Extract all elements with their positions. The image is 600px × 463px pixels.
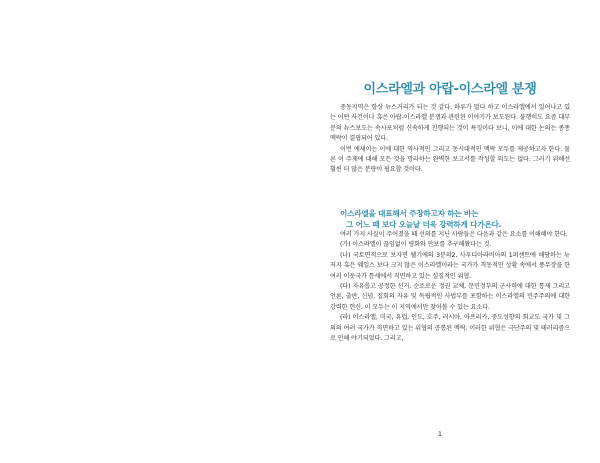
body-section <box>330 230 570 344</box>
intro-paragraph: 중동지역은 항상 뉴스거리가 되는 것 같다. 하루가 멀다 하고 이스라엘에서 일어나고 있는 어떤 사건이나 혹은 아랍-이스라엘 분쟁과 관련된 이야기가 보도된다. 불행히도 요즘 대부분의 뉴스보도는 속사포처럼 신속하게 진행되는 것이 특징이다 보니, 이에 대한 논의는 종종 맥락이 결핍되어 있다. <box>330 104 570 143</box>
subheading-line: 그 어느 때 보다 오늘날 더욱 강력하게 다가온다. <box>346 220 502 229</box>
body-paragraph: (라) 이스라엘, 미국, 유럽, 인도, 호주, 러시아, 아프리카, 중도성향의 회교도 국가 및 그 외의 여러 국가가 직면하고 있는 위협의 공통된 맥락. 이러한 위협은 극단주의 및 테러리즘으로 인해 야기되었다. 그리고, <box>330 314 570 343</box>
body-paragraph: 여러 가지 사실이 주어졌을 때 선의를 지닌 사람들은 다음과 같은 요소를 이해해야 한다. <box>340 231 568 238</box>
body-paragraph: (다) 자유롭고 공정한 선거, 순조로운 정권 교체, 문민정부의 군사력에 대한 통제 그리고 언론, 출판, 신념, 집회의 자유 및 독립적인 사법부를 포함하는 이스라엘의 민주주의에 대한 강력한 헌신. 이 모두는 이 지역에서만 찾아볼 수 있는 요소다. <box>330 283 570 311</box>
page-title: 이스라엘과 아랍-이스라엘 분쟁 <box>363 82 537 97</box>
section-subheading <box>340 208 570 230</box>
body-paragraph: (가) 이스라엘이 끊임없이 평화와 안보를 추구해왔다는 것. <box>340 241 492 249</box>
body-paragraph: (나) 국토면적으로 보자면 웰기에의 3분의2, 사우디아라비아의 1퍼센트에 해당하는 뉴저지 혹은 웨일스 보다 크지 않은 이스라엘이라는 국가가 격동적인 상황 속에서 풍무장을 한 여러 이웃국가 틈새에서 직면하고 있는 실질적인 위협. <box>330 251 570 280</box>
subheading-line: 이스라엘을 대표해서 주장하고자 하는 바는 <box>340 209 479 218</box>
intro-paragraph: 이번 에세이는 이에 대한 역사적인 그리고 동시대적인 맥락 모두를 제공하고자 한다. 물론 이 주제에 대해 모든 것을 망라하는 완벽한 보고서를 작성할 의도는 없다. 그러기 위해선 훨씬 더 많은 분량이 필요할 것이다. <box>330 145 570 174</box>
page-number: 1 <box>437 430 443 438</box>
intro-section <box>330 103 570 176</box>
